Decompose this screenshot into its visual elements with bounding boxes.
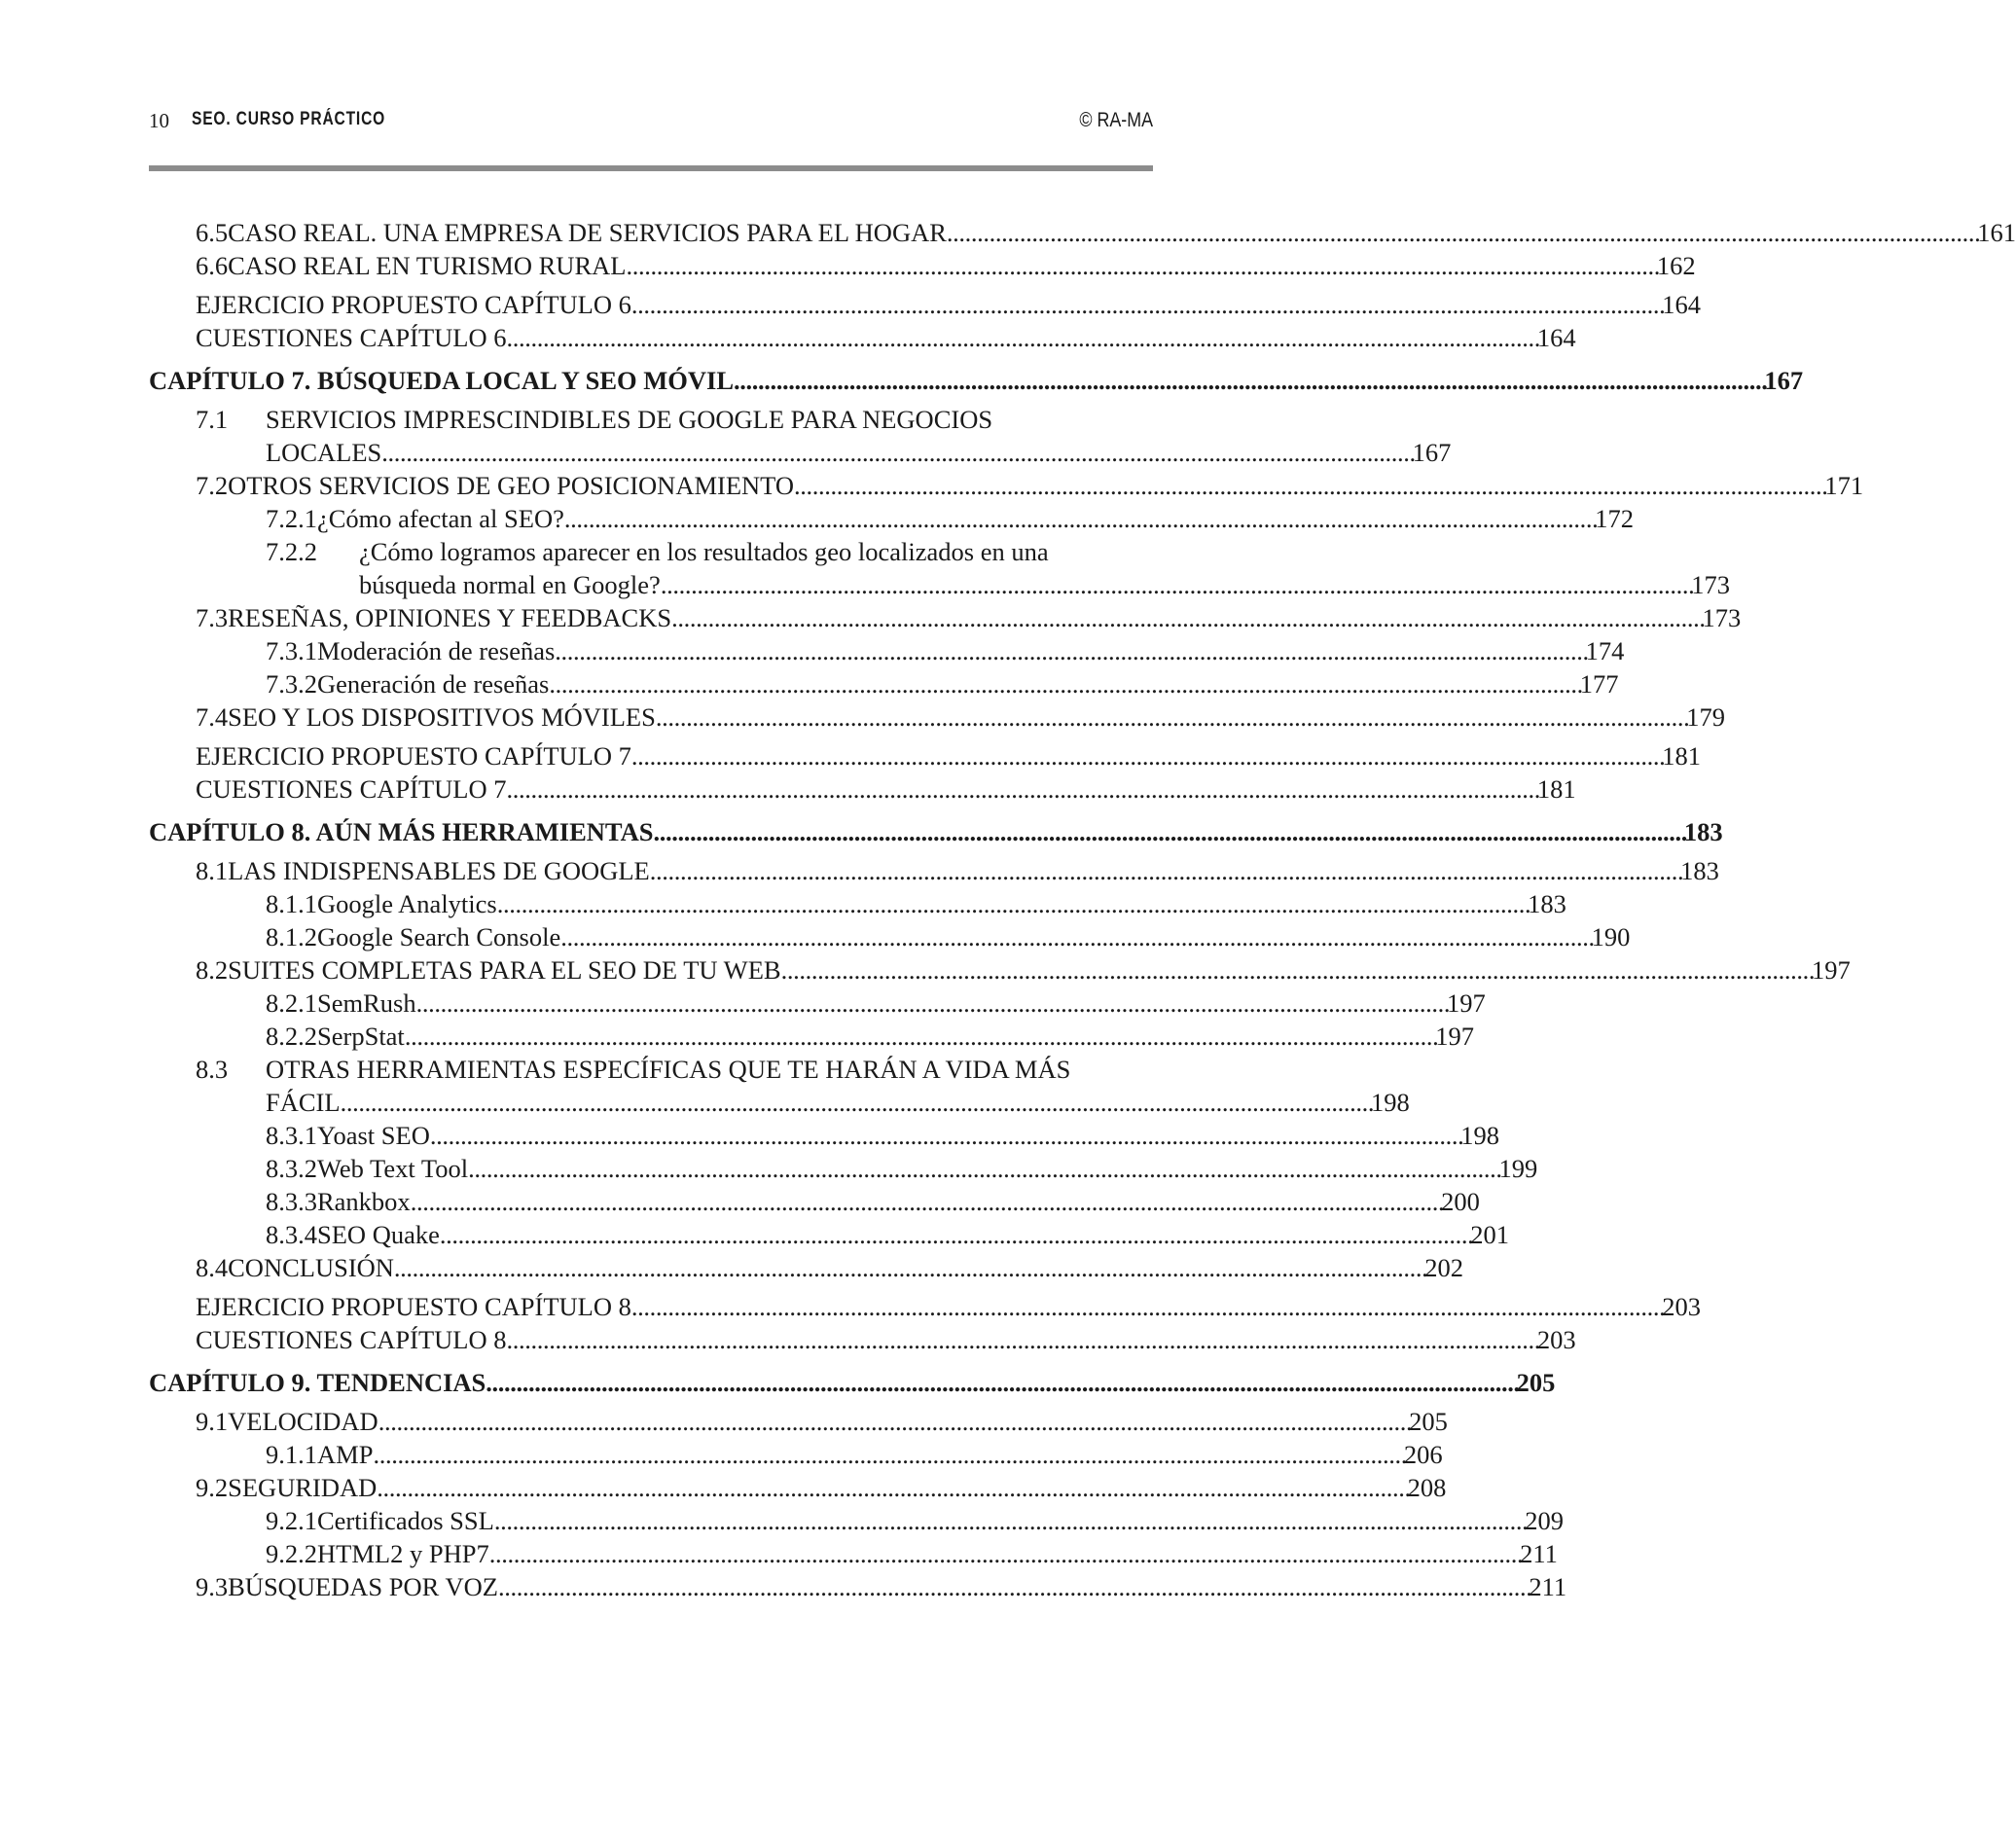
toc-title: CONCLUSIÓN	[228, 1253, 394, 1282]
toc-entry[interactable]	[149, 469, 1864, 502]
toc-entry[interactable]	[149, 1537, 1558, 1570]
toc-entry[interactable]	[149, 403, 1452, 469]
toc-number: 9.2.2	[266, 1539, 317, 1568]
toc-number: 9.1.1	[266, 1440, 317, 1469]
toc-page-number: 203	[1662, 1292, 1701, 1321]
toc-title: Moderación de reseñas	[317, 636, 556, 665]
toc-number: 8.2.2	[266, 1022, 317, 1051]
toc-leader-dots	[781, 953, 1812, 987]
toc-page-number: 199	[1498, 1154, 1538, 1183]
toc-title: AMP	[317, 1440, 374, 1469]
toc-number: 8.3.2	[266, 1154, 317, 1183]
toc-leader-dots	[626, 249, 1656, 282]
toc-page-number: 205	[1409, 1407, 1448, 1436]
toc-leader-dots	[430, 1119, 1460, 1152]
toc-title-continued: FÁCIL	[266, 1088, 341, 1117]
toc-title: RESEÑAS, OPINIONES Y FEEDBACKS	[228, 603, 672, 632]
toc-entry[interactable]	[149, 1405, 1448, 1438]
toc-page-number: 206	[1403, 1440, 1443, 1469]
toc-leader-dots	[631, 288, 1662, 321]
toc-title: VELOCIDAD	[228, 1407, 378, 1436]
toc-number: 8.2.1	[266, 988, 317, 1018]
toc-title: SERVICIOS IMPRESCINDIBLES DE GOOGLE PARA NEGOCIOS	[266, 405, 993, 434]
toc-number: 9.3	[196, 1572, 229, 1601]
toc-leader-dots	[560, 920, 1591, 953]
toc-page-number: 183	[1680, 856, 1719, 885]
toc-title: Certificados SSL	[317, 1506, 494, 1535]
toc-entry[interactable]	[149, 1185, 1480, 1218]
toc-title-continued: LOCALES	[266, 438, 382, 467]
toc-page-number: 173	[1691, 570, 1730, 599]
toc-entry[interactable]	[149, 700, 1725, 734]
toc-title: CASO REAL. UNA EMPRESA DE SERVICIOS PARA EL HOGAR	[228, 218, 947, 247]
toc-title: CASO REAL EN TURISMO RURAL	[228, 251, 627, 280]
toc-title: SUITES COMPLETAS PARA EL SEO DE TU WEB	[228, 955, 781, 985]
toc-leader-dots	[373, 1438, 1403, 1471]
toc-page-number: 202	[1424, 1253, 1464, 1282]
toc-entry[interactable]	[149, 249, 1696, 282]
toc-page-number: 174	[1585, 636, 1625, 665]
toc-leader-dots	[564, 502, 1595, 535]
toc-page-number: 164	[1536, 323, 1576, 352]
toc-number: 7.3	[196, 603, 229, 632]
toc-title-continued: búsqueda normal en Google?	[359, 570, 661, 599]
toc-leader-dots	[794, 469, 1824, 502]
toc-leader-dots	[498, 1570, 1529, 1603]
toc-title: SEO Y LOS DISPOSITIVOS MÓVILES	[228, 702, 656, 732]
toc-leader-dots	[440, 1218, 1470, 1251]
toc-page-number: 179	[1686, 702, 1725, 732]
toc-entry[interactable]	[149, 887, 1566, 920]
toc-title: OTROS SERVICIOS DE GEO POSICIONAMIENTO	[228, 471, 795, 500]
toc-number: 7.3.2	[266, 669, 317, 699]
toc-leader-dots	[497, 887, 1528, 920]
toc-entry[interactable]	[149, 772, 1576, 806]
toc-number: 7.2	[196, 471, 229, 500]
toc-title: SemRush	[317, 988, 416, 1018]
toc-page-number: 171	[1824, 471, 1864, 500]
toc-page-number: 161	[1977, 218, 2016, 247]
toc-entry[interactable]	[149, 321, 1576, 354]
toc-entry[interactable]	[149, 288, 1701, 321]
toc-page-number: 208	[1407, 1473, 1447, 1502]
toc-leader-dots	[377, 1471, 1407, 1504]
toc-page-number: 197	[1435, 1022, 1474, 1051]
toc-entry[interactable]	[149, 667, 1619, 700]
toc-number: 7.2.1	[266, 504, 317, 533]
toc-leader-dots	[734, 364, 1764, 397]
toc-page-number: 203	[1536, 1325, 1576, 1354]
toc-title: OTRAS HERRAMIENTAS ESPECÍFICAS QUE TE HARÁN A VIDA MÁS	[266, 1055, 1071, 1084]
toc-number: 8.1.1	[266, 889, 317, 918]
toc-chapter[interactable]	[149, 364, 1804, 397]
toc-leader-dots	[631, 739, 1662, 772]
toc-title: HTML2 y PHP7	[317, 1539, 489, 1568]
toc-page-number: 183	[1683, 817, 1723, 846]
toc-title: Web Text Tool	[317, 1154, 469, 1183]
toc-page-number: 167	[1764, 366, 1804, 395]
toc-title: CAPÍTULO 7. BÚSQUEDA LOCAL Y SEO MÓVIL	[149, 366, 735, 395]
toc-entry[interactable]	[149, 634, 1625, 667]
toc-title: EJERCICIO PROPUESTO CAPÍTULO 8	[196, 1292, 631, 1321]
toc-title: LAS INDISPENSABLES DE GOOGLE	[228, 856, 650, 885]
toc-title: EJERCICIO PROPUESTO CAPÍTULO 7	[196, 741, 631, 771]
toc-leader-dots	[486, 1366, 1516, 1399]
toc-leader-dots	[506, 1323, 1536, 1356]
toc-entry[interactable]	[149, 1290, 1701, 1323]
toc-page-number: 164	[1662, 290, 1701, 319]
toc-page-number: 173	[1702, 603, 1742, 632]
toc-title: CAPÍTULO 8. AÚN MÁS HERRAMIENTAS	[149, 817, 654, 846]
toc-chapter[interactable]	[149, 815, 1723, 848]
toc-title: SerpStat	[317, 1022, 405, 1051]
page-number: 10	[149, 109, 169, 132]
toc-title: BÚSQUEDAS POR VOZ	[228, 1572, 498, 1601]
toc-page-number: 198	[1370, 1088, 1410, 1117]
toc-page-number: 177	[1579, 669, 1619, 699]
toc-number: 8.3.1	[266, 1121, 317, 1150]
toc-entry[interactable]	[149, 1504, 1564, 1537]
toc-number: 8.1.2	[266, 922, 317, 951]
toc-leader-dots	[411, 1185, 1441, 1218]
toc-entry[interactable]	[149, 1020, 1474, 1053]
toc-title: CUESTIONES CAPÍTULO 7	[196, 774, 507, 804]
table-of-contents	[149, 216, 2016, 1603]
toc-entry[interactable]	[149, 920, 1631, 953]
toc-page-number: 211	[1520, 1539, 1558, 1568]
toc-leader-dots	[654, 815, 1684, 848]
toc-page-number: 190	[1591, 922, 1631, 951]
toc-number: 7.4	[196, 702, 229, 732]
toc-leader-dots	[416, 987, 1447, 1020]
toc-page-number: 181	[1662, 741, 1701, 771]
toc-leader-dots	[494, 1504, 1525, 1537]
toc-leader-dots	[631, 1290, 1662, 1323]
toc-leader-dots	[489, 1537, 1520, 1570]
toc-title: CUESTIONES CAPÍTULO 8	[196, 1325, 507, 1354]
toc-title: SEGURIDAD	[228, 1473, 378, 1502]
toc-number: 8.3.3	[266, 1187, 317, 1216]
toc-entry[interactable]	[149, 739, 1701, 772]
toc-number: 8.3.4	[266, 1220, 317, 1249]
toc-leader-dots	[650, 854, 1680, 887]
toc-entry[interactable]	[149, 1570, 1567, 1603]
toc-page-number: 205	[1516, 1368, 1556, 1397]
toc-title: ¿Cómo logramos aparecer en los resultados geo localizados en una	[359, 537, 1049, 566]
toc-title: CAPÍTULO 9. TENDENCIAS	[149, 1368, 486, 1397]
toc-leader-dots	[661, 568, 1691, 601]
toc-entry[interactable]	[149, 1119, 1499, 1152]
toc-page-number: 181	[1536, 774, 1576, 804]
toc-title: Google Analytics	[317, 889, 497, 918]
toc-title: SEO Quake	[317, 1220, 440, 1249]
toc-number: 7.1	[196, 405, 229, 434]
toc-entry[interactable]	[149, 1323, 1576, 1356]
toc-chapter[interactable]	[149, 1366, 1556, 1399]
toc-leader-dots	[381, 436, 1412, 469]
toc-entry[interactable]	[149, 216, 2016, 249]
toc-number: 9.1	[196, 1407, 229, 1436]
toc-entry[interactable]	[149, 502, 1634, 535]
toc-entry[interactable]	[149, 535, 1730, 601]
toc-page-number: 167	[1412, 438, 1452, 467]
toc-leader-dots	[468, 1152, 1498, 1185]
toc-page-number: 162	[1656, 251, 1696, 280]
toc-number: 6.5	[196, 218, 229, 247]
toc-leader-dots	[656, 700, 1686, 734]
toc-leader-dots	[555, 634, 1585, 667]
toc-entry[interactable]	[149, 601, 1742, 634]
toc-page-number: 197	[1446, 988, 1486, 1018]
toc-page-number: 183	[1528, 889, 1566, 918]
toc-page-number: 211	[1529, 1572, 1567, 1601]
toc-entry[interactable]	[149, 1438, 1443, 1471]
toc-leader-dots	[341, 1086, 1371, 1119]
toc-title: Rankbox	[317, 1187, 411, 1216]
toc-number: 8.2	[196, 955, 229, 985]
toc-entry[interactable]	[149, 854, 1719, 887]
toc-entry[interactable]	[149, 987, 1486, 1020]
book-title: SEO. CURSO PRÁCTICO	[192, 109, 386, 129]
toc-page-number: 201	[1470, 1220, 1509, 1249]
toc-entry[interactable]	[149, 1251, 1464, 1284]
toc-number: 6.6	[196, 251, 229, 280]
toc-leader-dots	[378, 1405, 1409, 1438]
toc-number: 7.2.2	[266, 537, 317, 566]
toc-entry[interactable]	[149, 1053, 1410, 1119]
page-header	[149, 109, 1153, 138]
toc-entry[interactable]	[149, 1152, 1538, 1185]
toc-leader-dots	[394, 1251, 1424, 1284]
toc-title: Yoast SEO	[317, 1121, 430, 1150]
toc-number: 8.4	[196, 1253, 229, 1282]
toc-entry[interactable]	[149, 953, 1851, 987]
toc-number: 9.2	[196, 1473, 229, 1502]
toc-page-number: 197	[1811, 955, 1851, 985]
toc-number: 7.3.1	[266, 636, 317, 665]
toc-number: 8.3	[196, 1055, 229, 1084]
toc-page-number: 200	[1441, 1187, 1480, 1216]
toc-page-number: 198	[1460, 1121, 1499, 1150]
toc-title: EJERCICIO PROPUESTO CAPÍTULO 6	[196, 290, 631, 319]
toc-leader-dots	[405, 1020, 1435, 1053]
toc-leader-dots	[947, 216, 1977, 249]
toc-entry[interactable]	[149, 1218, 1509, 1251]
toc-number: 9.2.1	[266, 1506, 317, 1535]
toc-title: CUESTIONES CAPÍTULO 6	[196, 323, 507, 352]
toc-number: 8.1	[196, 856, 229, 885]
toc-page-number: 209	[1525, 1506, 1564, 1535]
toc-leader-dots	[549, 667, 1579, 700]
toc-leader-dots	[506, 772, 1536, 806]
toc-title: Google Search Console	[317, 922, 561, 951]
toc-leader-dots	[506, 321, 1536, 354]
toc-entry[interactable]	[149, 1471, 1447, 1504]
toc-page-number: 172	[1595, 504, 1634, 533]
publisher-mark: © RA-MA	[1079, 109, 1153, 131]
toc-leader-dots	[671, 601, 1702, 634]
header-rule	[149, 165, 1153, 171]
toc-title: ¿Cómo afectan al SEO?	[317, 504, 564, 533]
toc-title: Generación de reseñas	[317, 669, 550, 699]
